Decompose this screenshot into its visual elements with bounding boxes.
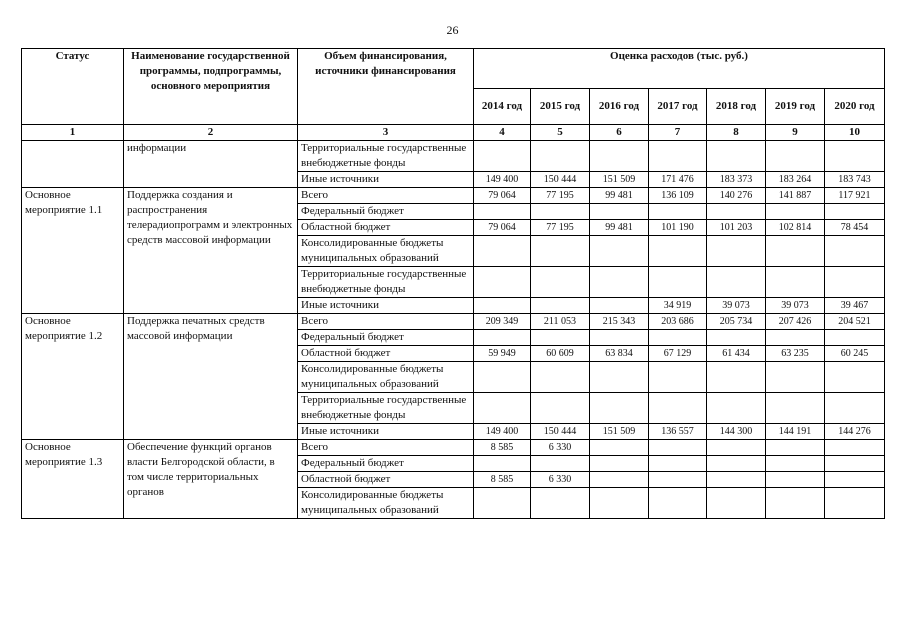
funding-source-cell: Консолидированные бюджеты муниципальных образований xyxy=(298,488,474,519)
funding-source-cell: Всего xyxy=(298,440,474,456)
value-cell xyxy=(766,393,825,424)
value-cell: 63 235 xyxy=(766,346,825,362)
value-cell: 117 921 xyxy=(825,188,885,204)
value-cell xyxy=(649,330,707,346)
value-cell xyxy=(590,362,649,393)
value-cell: 136 109 xyxy=(649,188,707,204)
value-cell xyxy=(766,440,825,456)
value-cell: 78 454 xyxy=(825,220,885,236)
column-index: 6 xyxy=(590,125,649,141)
value-cell xyxy=(590,456,649,472)
value-cell xyxy=(766,456,825,472)
page-number: 26 xyxy=(446,23,459,37)
value-cell: 203 686 xyxy=(649,314,707,330)
header-status: Статус xyxy=(22,49,124,125)
header-year: 2017 год xyxy=(649,89,707,125)
program-name-cell: Поддержка создания и распространения телерадиопрограмм и электронных средств массовой информации xyxy=(124,188,298,314)
value-cell xyxy=(825,472,885,488)
value-cell: 136 557 xyxy=(649,424,707,440)
value-cell: 151 509 xyxy=(590,424,649,440)
program-name-cell: Обеспечение функций органов власти Белгородской области, в том числе территориальных органов xyxy=(124,440,298,519)
value-cell xyxy=(474,141,531,172)
value-cell xyxy=(649,204,707,220)
funding-source-cell: Областной бюджет xyxy=(298,220,474,236)
value-cell xyxy=(474,362,531,393)
value-cell xyxy=(590,330,649,346)
value-cell xyxy=(825,440,885,456)
value-cell xyxy=(707,393,766,424)
column-index: 3 xyxy=(298,125,474,141)
value-cell: 183 264 xyxy=(766,172,825,188)
value-cell xyxy=(766,204,825,220)
value-cell: 77 195 xyxy=(531,220,590,236)
value-cell xyxy=(707,440,766,456)
header-year: 2014 год xyxy=(474,89,531,125)
funding-source-cell: Территориальные государственные внебюджетные фонды xyxy=(298,393,474,424)
value-cell xyxy=(825,204,885,220)
value-cell xyxy=(825,393,885,424)
table-row xyxy=(22,141,885,172)
value-cell: 101 190 xyxy=(649,220,707,236)
value-cell xyxy=(590,440,649,456)
value-cell xyxy=(474,488,531,519)
value-cell xyxy=(531,204,590,220)
value-cell: 59 949 xyxy=(474,346,531,362)
funding-source-cell: Федеральный бюджет xyxy=(298,330,474,346)
value-cell xyxy=(766,330,825,346)
value-cell xyxy=(531,267,590,298)
value-cell xyxy=(531,456,590,472)
header-funding: Объем финансирования, источники финансирования xyxy=(298,49,474,125)
value-cell xyxy=(649,236,707,267)
value-cell xyxy=(531,298,590,314)
program-name-cell: информации xyxy=(124,141,298,188)
value-cell xyxy=(474,267,531,298)
value-cell: 144 191 xyxy=(766,424,825,440)
value-cell xyxy=(474,236,531,267)
value-cell xyxy=(649,440,707,456)
value-cell xyxy=(707,141,766,172)
value-cell: 140 276 xyxy=(707,188,766,204)
value-cell: 149 400 xyxy=(474,424,531,440)
value-cell xyxy=(766,141,825,172)
value-cell: 39 073 xyxy=(707,298,766,314)
value-cell: 101 203 xyxy=(707,220,766,236)
value-cell: 144 300 xyxy=(707,424,766,440)
column-index: 9 xyxy=(766,125,825,141)
value-cell xyxy=(766,362,825,393)
value-cell xyxy=(474,456,531,472)
value-cell xyxy=(649,141,707,172)
funding-source-cell: Областной бюджет xyxy=(298,346,474,362)
value-cell: 209 349 xyxy=(474,314,531,330)
funding-source-cell: Федеральный бюджет xyxy=(298,456,474,472)
funding-source-cell: Иные источники xyxy=(298,424,474,440)
funding-source-cell: Консолидированные бюджеты муниципальных образований xyxy=(298,236,474,267)
value-cell xyxy=(707,362,766,393)
value-cell xyxy=(707,488,766,519)
program-name-cell: Поддержка печатных средств массовой информации xyxy=(124,314,298,440)
funding-source-cell: Областной бюджет xyxy=(298,472,474,488)
header-estimate: Оценка расходов (тыс. руб.) xyxy=(474,49,885,89)
column-index: 1 xyxy=(22,125,124,141)
value-cell xyxy=(531,488,590,519)
value-cell: 63 834 xyxy=(590,346,649,362)
value-cell: 60 609 xyxy=(531,346,590,362)
value-cell: 183 743 xyxy=(825,172,885,188)
column-index: 4 xyxy=(474,125,531,141)
value-cell xyxy=(766,472,825,488)
value-cell xyxy=(474,393,531,424)
value-cell xyxy=(590,267,649,298)
value-cell: 6 330 xyxy=(531,472,590,488)
value-cell xyxy=(649,488,707,519)
funding-source-cell: Федеральный бюджет xyxy=(298,204,474,220)
value-cell xyxy=(531,236,590,267)
column-index: 8 xyxy=(707,125,766,141)
value-cell xyxy=(590,472,649,488)
value-cell: 79 064 xyxy=(474,188,531,204)
value-cell: 8 585 xyxy=(474,440,531,456)
funding-source-cell: Всего xyxy=(298,188,474,204)
value-cell: 79 064 xyxy=(474,220,531,236)
value-cell xyxy=(825,141,885,172)
funding-source-cell: Консолидированные бюджеты муниципальных образований xyxy=(298,362,474,393)
value-cell xyxy=(531,141,590,172)
value-cell: 144 276 xyxy=(825,424,885,440)
status-cell: Основное мероприятие 1.2 xyxy=(22,314,124,440)
status-cell xyxy=(22,141,124,188)
value-cell xyxy=(649,267,707,298)
value-cell xyxy=(531,362,590,393)
value-cell: 151 509 xyxy=(590,172,649,188)
value-cell: 99 481 xyxy=(590,220,649,236)
value-cell: 34 919 xyxy=(649,298,707,314)
column-index: 10 xyxy=(825,125,885,141)
value-cell xyxy=(825,362,885,393)
table-row xyxy=(22,314,885,330)
header-year: 2019 год xyxy=(766,89,825,125)
funding-table xyxy=(21,48,885,519)
value-cell xyxy=(590,298,649,314)
value-cell: 60 245 xyxy=(825,346,885,362)
value-cell: 141 887 xyxy=(766,188,825,204)
funding-source-cell: Всего xyxy=(298,314,474,330)
funding-source-cell: Территориальные государственные внебюджетные фонды xyxy=(298,141,474,172)
funding-source-cell: Иные источники xyxy=(298,298,474,314)
value-cell xyxy=(590,236,649,267)
value-cell: 8 585 xyxy=(474,472,531,488)
value-cell xyxy=(474,330,531,346)
value-cell xyxy=(707,456,766,472)
value-cell xyxy=(590,141,649,172)
value-cell: 67 129 xyxy=(649,346,707,362)
value-cell xyxy=(649,472,707,488)
table-row xyxy=(22,188,885,204)
value-cell xyxy=(707,236,766,267)
value-cell: 150 444 xyxy=(531,172,590,188)
header-year: 2020 год xyxy=(825,89,885,125)
table-row xyxy=(22,440,885,456)
value-cell xyxy=(707,267,766,298)
value-cell xyxy=(649,393,707,424)
column-index: 7 xyxy=(649,125,707,141)
header-program: Наименование государственной программы, подпрограммы, основного мероприятия xyxy=(124,49,298,125)
header-year: 2018 год xyxy=(707,89,766,125)
value-cell xyxy=(590,204,649,220)
value-cell: 171 476 xyxy=(649,172,707,188)
value-cell: 150 444 xyxy=(531,424,590,440)
value-cell: 207 426 xyxy=(766,314,825,330)
value-cell xyxy=(474,298,531,314)
value-cell: 205 734 xyxy=(707,314,766,330)
value-cell xyxy=(825,456,885,472)
value-cell xyxy=(649,362,707,393)
value-cell: 204 521 xyxy=(825,314,885,330)
value-cell xyxy=(531,330,590,346)
value-cell xyxy=(825,330,885,346)
column-index: 2 xyxy=(124,125,298,141)
value-cell xyxy=(590,393,649,424)
value-cell: 149 400 xyxy=(474,172,531,188)
value-cell: 6 330 xyxy=(531,440,590,456)
value-cell xyxy=(825,488,885,519)
value-cell: 102 814 xyxy=(766,220,825,236)
header-year: 2015 год xyxy=(531,89,590,125)
value-cell: 183 373 xyxy=(707,172,766,188)
value-cell: 211 053 xyxy=(531,314,590,330)
value-cell: 39 467 xyxy=(825,298,885,314)
value-cell xyxy=(531,393,590,424)
value-cell xyxy=(707,330,766,346)
status-cell: Основное мероприятие 1.3 xyxy=(22,440,124,519)
value-cell xyxy=(766,267,825,298)
funding-source-cell: Иные источники xyxy=(298,172,474,188)
value-cell xyxy=(825,236,885,267)
value-cell xyxy=(649,456,707,472)
funding-source-cell: Территориальные государственные внебюджетные фонды xyxy=(298,267,474,298)
value-cell: 61 434 xyxy=(707,346,766,362)
value-cell: 77 195 xyxy=(531,188,590,204)
column-index-row xyxy=(22,125,885,141)
value-cell: 99 481 xyxy=(590,188,649,204)
value-cell xyxy=(474,204,531,220)
value-cell: 39 073 xyxy=(766,298,825,314)
value-cell xyxy=(590,488,649,519)
column-index: 5 xyxy=(531,125,590,141)
value-cell xyxy=(766,236,825,267)
status-cell: Основное мероприятие 1.1 xyxy=(22,188,124,314)
value-cell xyxy=(766,488,825,519)
value-cell xyxy=(707,472,766,488)
value-cell: 215 343 xyxy=(590,314,649,330)
header-year: 2016 год xyxy=(590,89,649,125)
value-cell xyxy=(707,204,766,220)
value-cell xyxy=(825,267,885,298)
